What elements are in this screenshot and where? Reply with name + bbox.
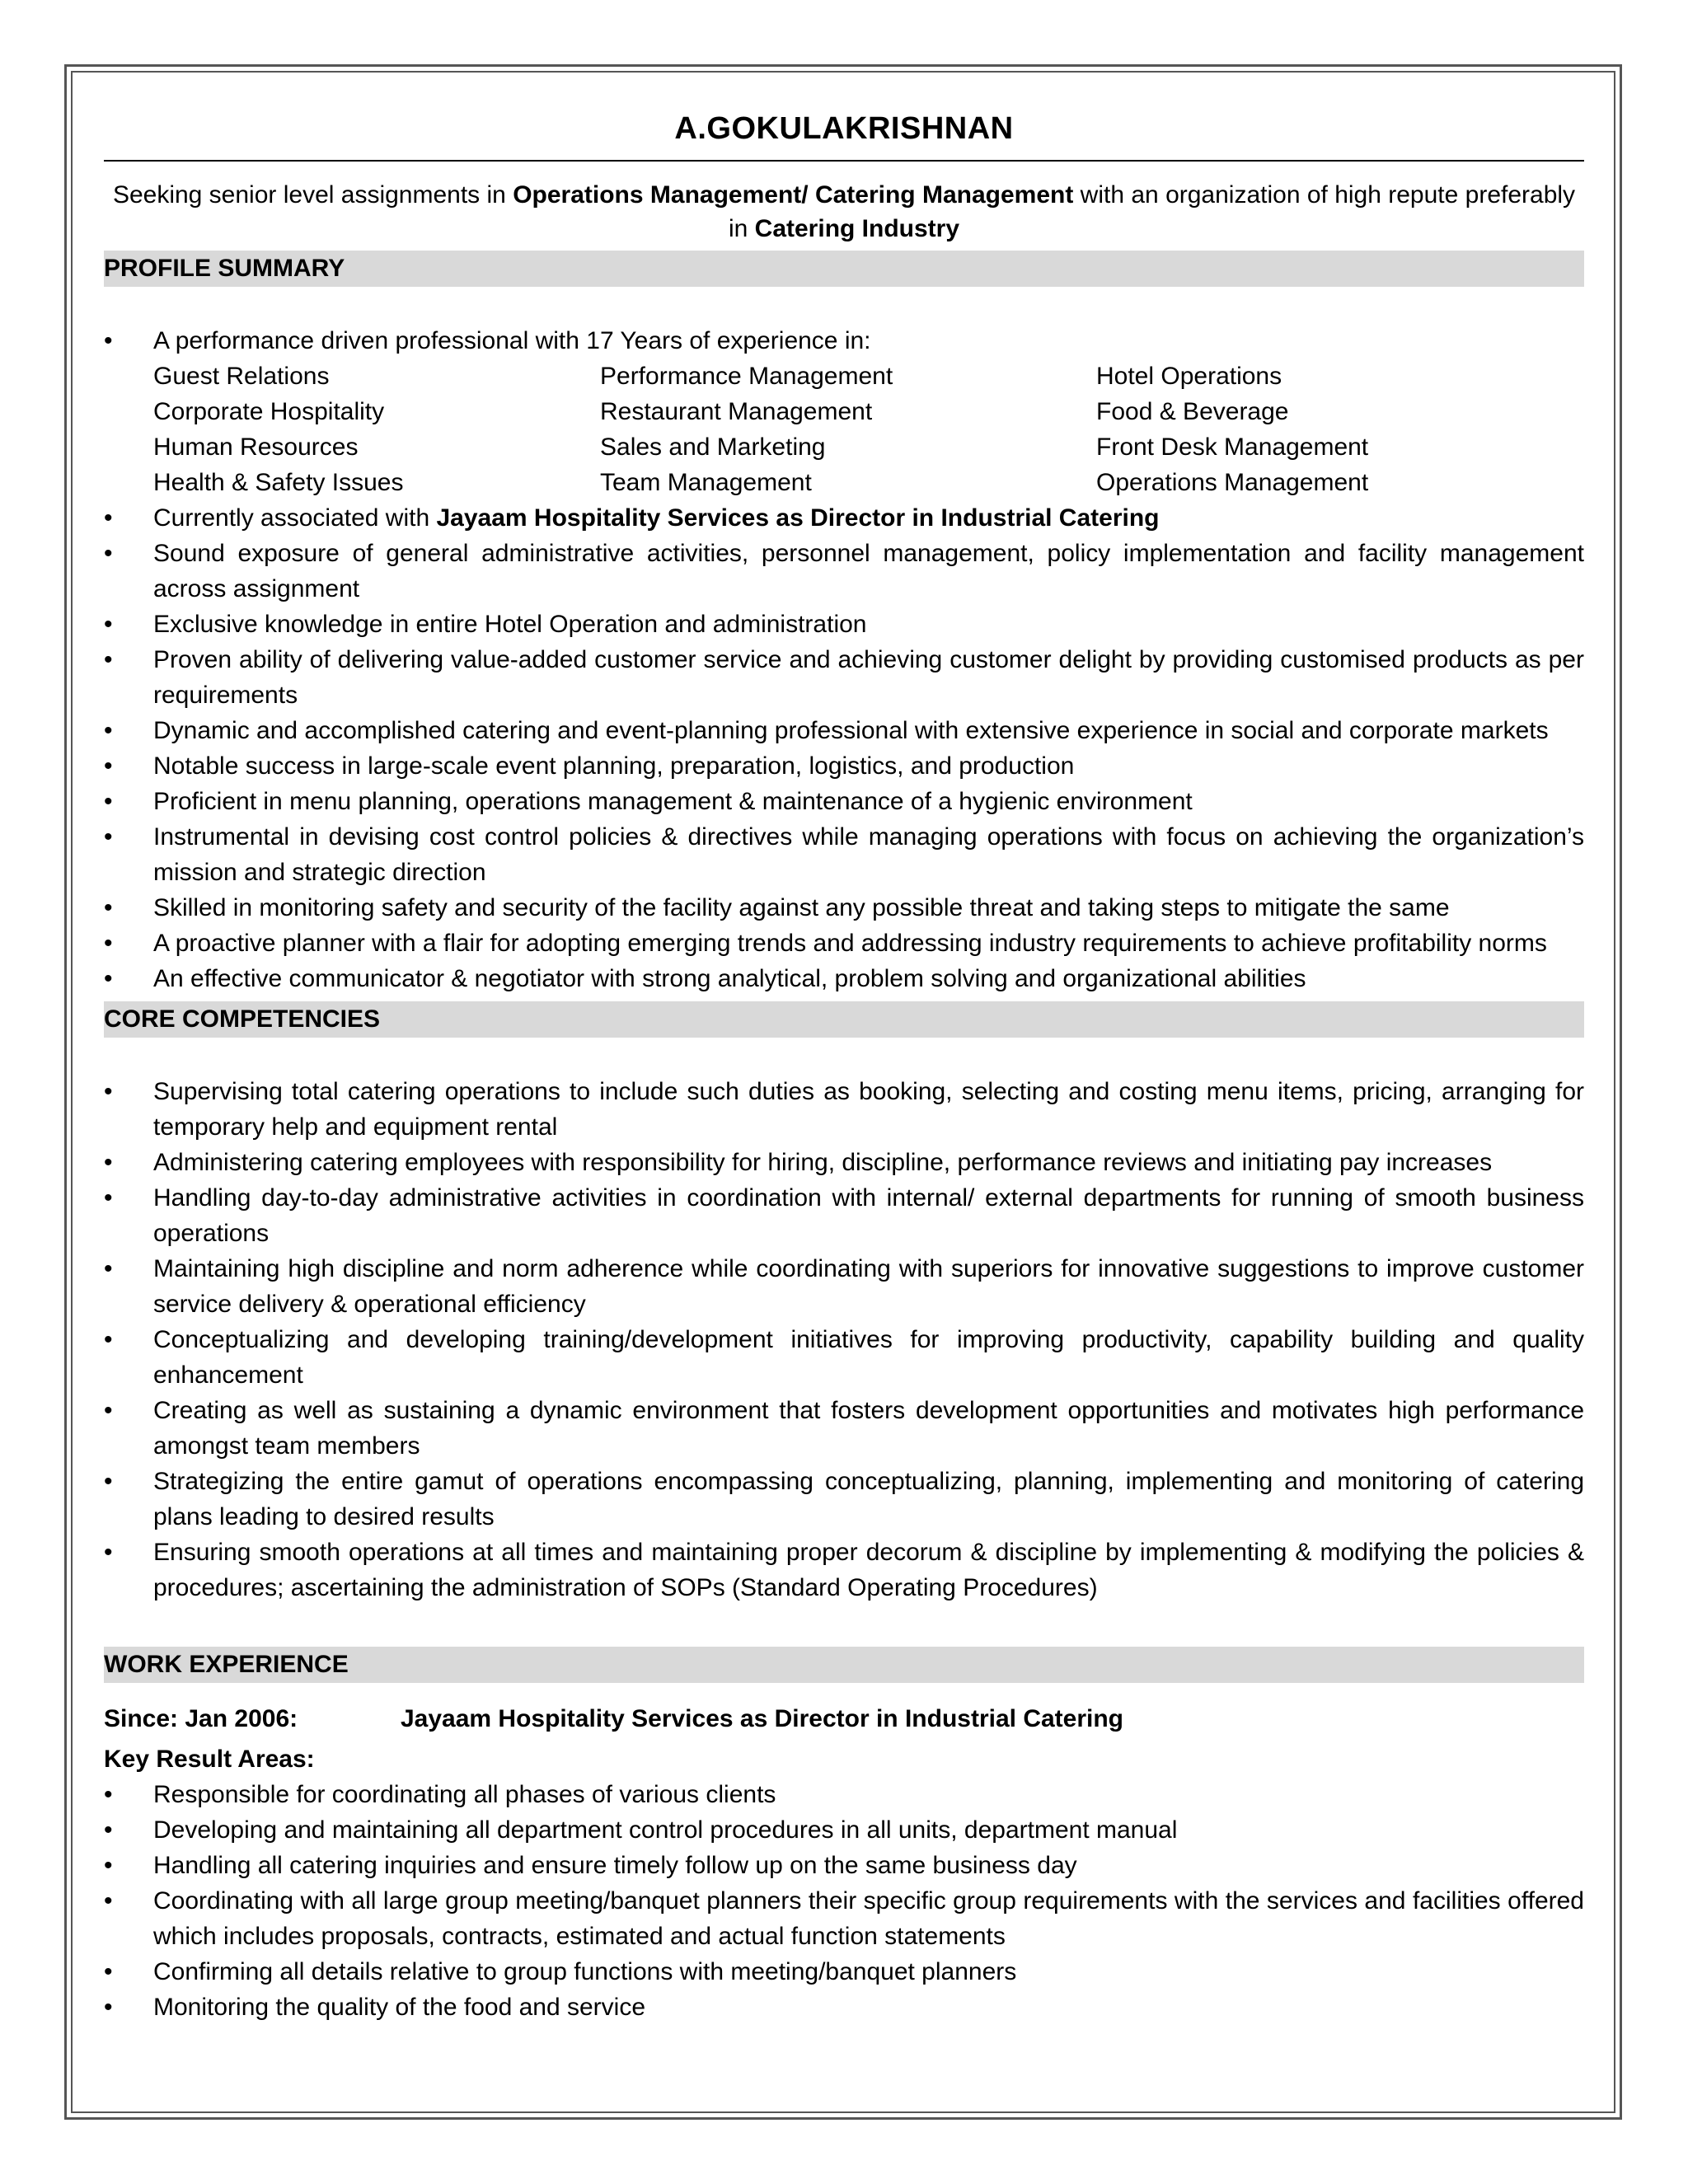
list-item: • Strategizing the entire gamut of operations encompassing conceptualizing, planning, implementing and monitoring of catering plans leading to desired results — [104, 1464, 1584, 1535]
skill-item: Front Desk Management — [1096, 434, 1369, 461]
list-item: • Ensuring smooth operations at all times and maintaining proper decorum & discipline by implementing & modifying the policies & procedures; ascertaining the administration of SOPs (Standard Operating Procedures) — [104, 1535, 1584, 1605]
list-item: • Coordinating with all large group meeting/banquet planners their specific group requirements with the services and facilities offered which includes proposals, contracts, estimated and actual function statements — [104, 1883, 1584, 1954]
objective-text-1: Seeking senior level assignments in — [112, 181, 513, 209]
job-title: Jayaam Hospitality Services as Director in Industrial Catering — [401, 1705, 1124, 1732]
current-position-prefix: Currently associated with — [153, 504, 437, 532]
list-item: • A proactive planner with a flair for adopting emerging trends and addressing industry requirements to achieve profitability norms — [104, 926, 1584, 961]
list-item: • Monitoring the quality of the food and service — [104, 1990, 1584, 2025]
list-item: • Confirming all details relative to group functions with meeting/banquet planners — [104, 1954, 1584, 1990]
core-competencies-list — [104, 1074, 1584, 1605]
key-result-areas-list — [104, 1777, 1584, 2025]
list-item: • Developing and maintaining all department control procedures in all units, department manual — [104, 1812, 1584, 1848]
section-heading-core-competencies: CORE COMPETENCIES — [104, 1001, 1584, 1038]
list-item: • Notable success in large-scale event planning, preparation, logistics, and production — [104, 748, 1584, 784]
skill-item: Human Resources — [153, 434, 359, 461]
skill-item: Restaurant Management — [600, 398, 873, 425]
job-start-date: Since: Jan 2006: — [104, 1705, 298, 1732]
list-item: • Proficient in menu planning, operations management & maintenance of a hygienic environment — [104, 784, 1584, 819]
profile-bullets — [104, 500, 1584, 996]
skills-grid — [104, 359, 1584, 500]
skill-item: Guest Relations — [153, 363, 330, 390]
list-item: • Administering catering employees with responsibility for hiring, discipline, performance reviews and initiating pay increases — [104, 1145, 1584, 1180]
skill-item: Corporate Hospitality — [153, 398, 385, 425]
job-entry-header — [104, 1701, 1584, 1736]
list-item: • Dynamic and accomplished catering and event-planning professional with extensive experience in social and corporate markets — [104, 713, 1584, 748]
list-item: • Maintaining high discipline and norm adherence while coordinating with superiors for innovative suggestions to improve customer service delivery & operational efficiency — [104, 1251, 1584, 1322]
skill-item: Hotel Operations — [1096, 363, 1282, 390]
skill-item: Team Management — [600, 469, 812, 496]
objective-text-2: with an organization of high repute preferably in — [728, 181, 1576, 242]
list-item: • Sound exposure of general administrative activities, personnel management, policy implementation and facility management across assignment — [104, 536, 1584, 607]
key-result-areas-heading: Key Result Areas: — [104, 1746, 315, 1773]
skill-item: Health & Safety Issues — [153, 469, 404, 496]
current-position-item — [104, 500, 1584, 536]
list-item: • Exclusive knowledge in entire Hotel Operation and administration — [104, 607, 1584, 642]
resume-document — [104, 99, 1584, 2025]
list-item: • Handling day-to-day administrative activities in coordination with internal/ external departments for running of smooth business operations — [104, 1180, 1584, 1251]
objective-bold-1: Operations Management/ Catering Management — [513, 181, 1074, 209]
section-heading-profile-summary: PROFILE SUMMARY — [104, 251, 1584, 287]
career-objective — [104, 178, 1584, 246]
list-item: • Responsible for coordinating all phases of various clients — [104, 1777, 1584, 1812]
list-item: • Handling all catering inquiries and ensure timely follow up on the same business day — [104, 1848, 1584, 1883]
list-item: • Supervising total catering operations to include such duties as booking, selecting and costing menu items, pricing, arranging for temporary help and equipment rental — [104, 1074, 1584, 1145]
profile-summary-list — [104, 323, 1584, 359]
profile-intro-item: • A performance driven professional with 17 Years of experience in: — [104, 323, 1584, 359]
current-position-bold: Jayaam Hospitality Services as Director in Industrial Catering — [436, 504, 1160, 532]
candidate-name: A.GOKULAKRISHNAN — [104, 99, 1584, 162]
skill-item: Sales and Marketing — [600, 434, 826, 461]
skill-item: Performance Management — [600, 363, 893, 390]
list-item: • Skilled in monitoring safety and security of the facility against any possible threat and taking steps to mitigate the same — [104, 890, 1584, 926]
list-item: • Instrumental in devising cost control policies & directives while managing operations with focus on achieving the organization’s mission and strategic direction — [104, 819, 1584, 890]
list-item: • Creating as well as sustaining a dynamic environment that fosters development opportunities and motivates high performance amongst team members — [104, 1393, 1584, 1464]
skill-item: Food & Beverage — [1096, 398, 1289, 425]
objective-bold-2: Catering Industry — [754, 215, 960, 242]
section-heading-work-experience: WORK EXPERIENCE — [104, 1647, 1584, 1683]
skill-item: Operations Management — [1096, 469, 1369, 496]
list-item: • An effective communicator & negotiator with strong analytical, problem solving and organizational abilities — [104, 961, 1584, 996]
list-item: • Proven ability of delivering value-added customer service and achieving customer delight by providing customised products as per requirements — [104, 642, 1584, 713]
list-item: • Conceptualizing and developing training/development initiatives for improving productivity, capability building and quality enhancement — [104, 1322, 1584, 1393]
